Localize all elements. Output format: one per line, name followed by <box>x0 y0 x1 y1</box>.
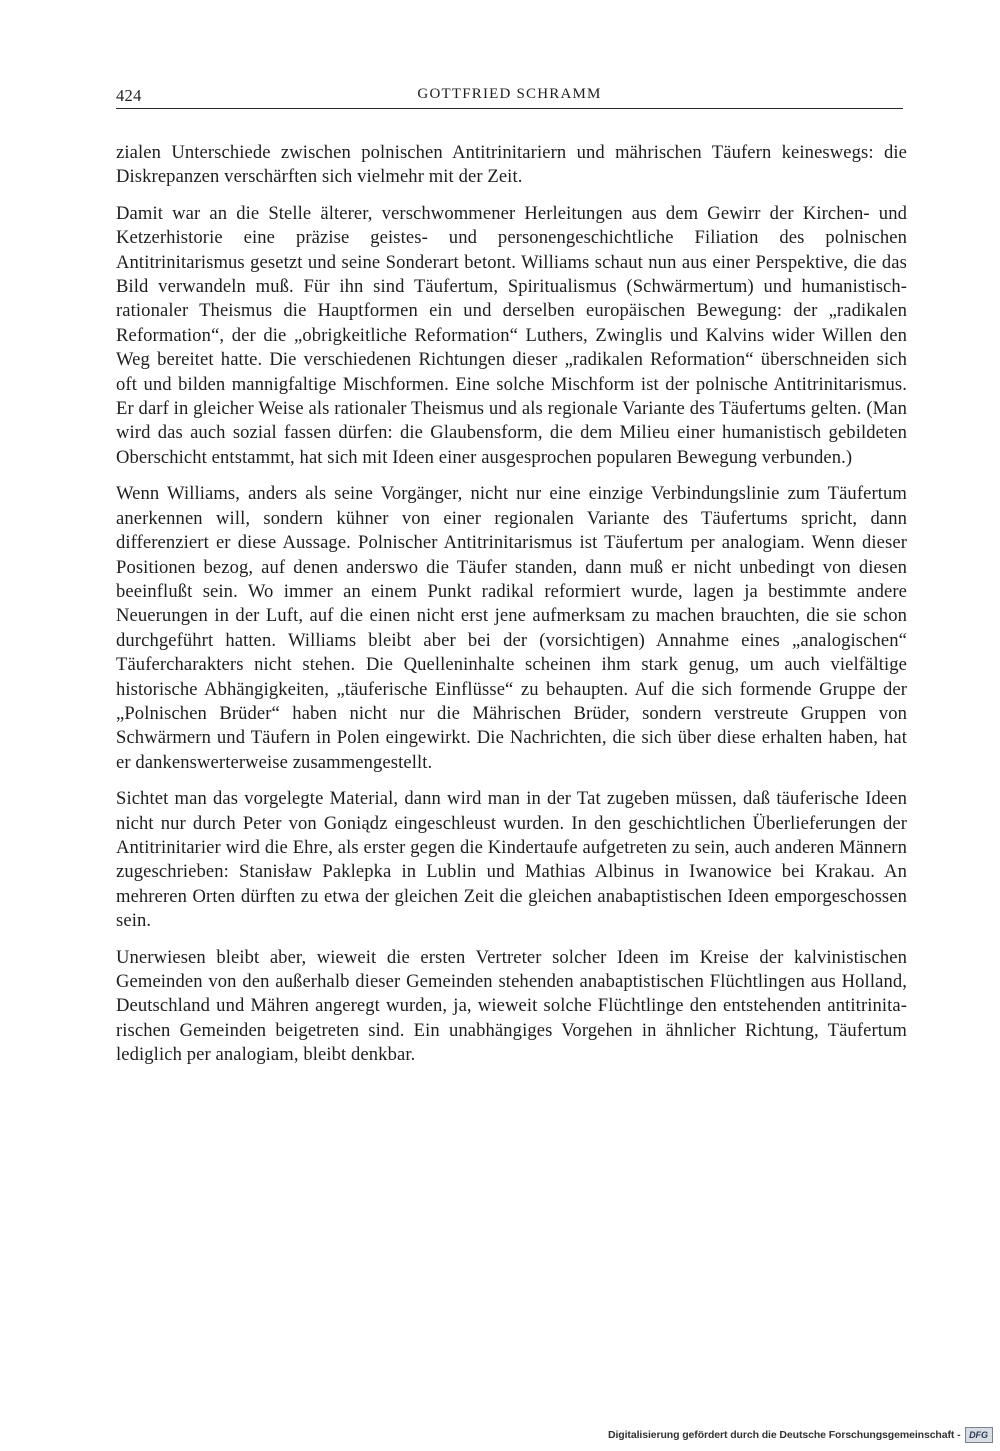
page-header <box>116 86 903 109</box>
dfg-logo-icon: DFG <box>965 1427 993 1443</box>
digitization-footer <box>608 1427 993 1443</box>
running-head: GOTTFRIED SCHRAMM <box>417 86 602 102</box>
footer-credit: Digitalisierung gefördert durch die Deutsche Forschungsgemeinschaft - <box>608 1429 961 1441</box>
paragraph: Damit war an die Stelle älterer, verschwommener Herleitungen aus dem Gewirr der Kirchen- und Ketzerhistorie eine präzise geistes- und personengeschichtliche Filiation des polnischen Antitrinitarismus gesetzt und seine Sonderart betont. Williams schaut nun aus einer Perspektive, die das Bild verwandeln muß. Für ihn sind Täufertum, Spiritualismus (Schwärmertum) und humanistischrationaler Theismus die Hauptformen ein und derselben europäischen Bewegung: der „radikalen Reformation“, der die „obrigkeitliche Reformation“ Luthers, Zwinglis und Kalvins wider Willen den Weg bereitet hatte. Die verschiedenen Richtungen dieser „radikalen Reformation“ überschneiden sich oft und bilden mannigfaltige Mischformen. Eine solche Mischform ist der polnische Antitrinitarismus. Er darf in gleicher Weise als rationaler Theismus und als regionale Variante des Täufertums gelten. (Man wird das auch sozial fassen dürfen: die Glaubensform, die dem Milieu einer humanistisch gebildeten Oberschicht entstammt, hat sich mit Ideen einer ausgesprochen popularen Bewegung verbunden.) <box>116 202 907 468</box>
body-text <box>116 141 907 1080</box>
paragraph: zialen Unterschiede zwischen polnischen Antitrinitariern und mährischen Täufern keineswegs: die Diskrepanzen verschärften sich vielmehr mit der Zeit. <box>116 142 907 188</box>
paragraph: Unerwiesen bleibt aber, wieweit die ersten Vertreter solcher Ideen im Kreise der kalvinistischen Gemeinden von den außerhalb dieser Gemeinden stehenden anabaptistischen Flüchtlingen aus Holland, Deutschland und Mähren angeregt wurden, ja, wieweit solche Flüchtlinge den entstehenden antitrinitarischen Gemeinden beigetreten sind. Ein unabhängiges Vorgehen in ähnlicher Richtung, Täufertum lediglich per analogiam, bleibt denkbar. <box>116 946 907 1066</box>
paragraph: Sichtet man das vorgelegte Material, dann wird man in der Tat zugeben müssen, daß täuferische Ideen nicht nur durch Peter von Goniądz eingeschleust wurden. In den geschichtlichen Überlieferungen der Antitrinitarier wird die Ehre, als erster gegen die Kindertaufe aufgetreten zu sein, auch anderen Männern zugeschrieben: Stanisław Paklepka in Lublin und Mathias Albinus in Iwanowice bei Krakau. An mehreren Orten dürften zu etwa der gleichen Zeit die gleichen anabaptistischen Ideen emporgeschossen sein. <box>116 788 907 932</box>
paragraph: Wenn Williams, anders als seine Vorgänger, nicht nur eine einzige Verbindungslinie zum Täufertum anerkennen will, sondern kühner von einer regionalen Variante des Täufertums spricht, dann differenziert er diese Aussage. Polnischer Antitrinitarismus ist Täufertum per analogiam. Wenn dieser Positionen bezog, auf denen anderswo die Täufer standen, dann muß er nicht unbedingt von diesen beeinflußt sein. Wo immer an einem Punkt radikal reformiert wurde, lagen ja bestimmte andere Neuerungen in der Luft, auf die einen nicht erst jene aufmerksam zu machen brauchten, die sie schon durchgeführt hatten. Williams bleibt aber bei der (vorsichtigen) Annahme eines „analogischen“ Täufercharakters nicht stehen. Die Quelleninhalte scheinen ihm stark genug, um auch vielfältige historische Abhängigkeiten, „täuferische Einflüsse“ zu behaupten. Auf die sich formende Gruppe der „Polnischen Brüder“ haben nicht nur die Mährischen Brüder, sondern verstreute Gruppen von Schwärmern und Täufern in Polen eingewirkt. Die Nachrichten, die sich über diese erhalten haben, hat er dankenswerterweise zusammengestellt. <box>116 483 907 773</box>
page-number: 424 <box>116 86 142 105</box>
